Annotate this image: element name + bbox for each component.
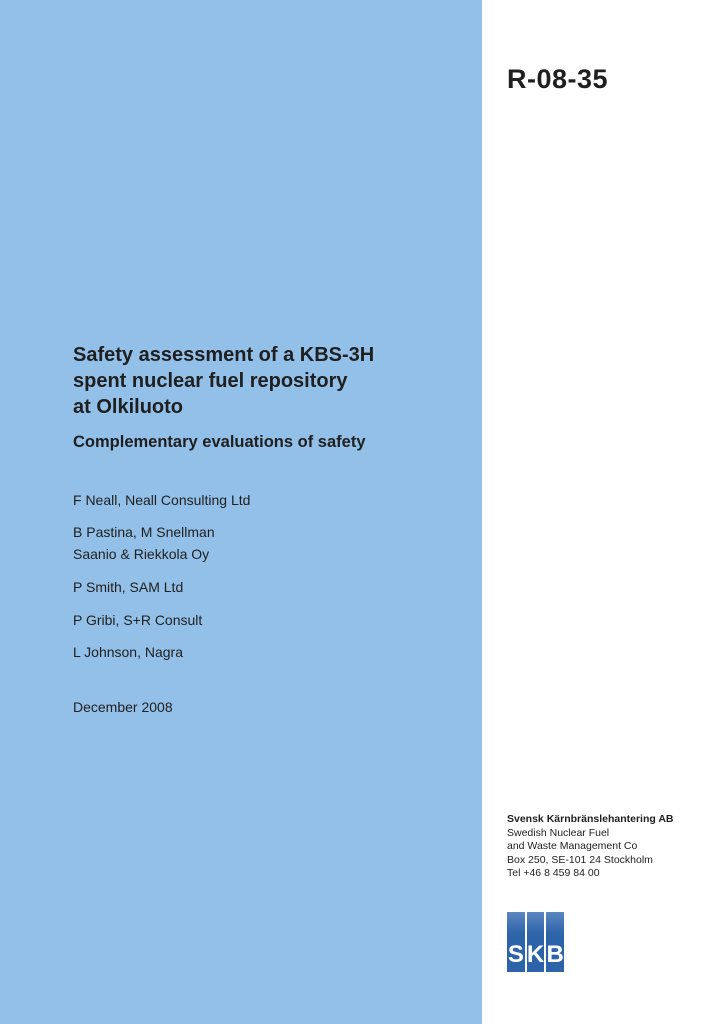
author-line: B Pastina, M Snellman — [73, 524, 215, 540]
publication-date: December 2008 — [73, 699, 173, 715]
author-line: P Gribi, S+R Consult — [73, 612, 203, 628]
logo-block — [546, 912, 564, 972]
publisher-block — [507, 813, 674, 881]
author-line: F Neall, Neall Consulting Ltd — [73, 492, 251, 508]
report-number: R-08-35 — [507, 64, 609, 94]
report-title — [73, 342, 473, 420]
publisher-name: Svensk Kärnbränslehantering AB — [507, 813, 674, 825]
logo-letter: K — [526, 941, 545, 968]
title-line: Safety assessment of a KBS-3H — [73, 344, 375, 366]
author-line: Saanio & Riekkola Oy — [73, 546, 210, 562]
author-line: L Johnson, Nagra — [73, 644, 183, 660]
author-entry — [73, 521, 215, 565]
logo-letter: B — [546, 941, 564, 968]
title-line: spent nuclear fuel repository — [73, 370, 348, 392]
author-entry — [73, 576, 183, 598]
title-line: at Olkiluoto — [73, 396, 183, 418]
report-subtitle: Complementary evaluations of safety — [73, 433, 366, 451]
skb-logo — [507, 912, 564, 972]
logo-letter: S — [507, 941, 524, 968]
logo-block — [507, 912, 525, 972]
author-line: P Smith, SAM Ltd — [73, 579, 184, 595]
logo-block — [527, 912, 545, 972]
author-entry — [73, 489, 250, 511]
publisher-phone: Tel +46 8 459 84 00 — [507, 867, 600, 879]
publisher-line: Swedish Nuclear Fuel — [507, 826, 610, 839]
author-entry — [73, 609, 202, 631]
publisher-address: Box 250, SE-101 24 Stockholm — [507, 853, 653, 866]
author-entry — [73, 641, 183, 663]
publisher-line: and Waste Management Co — [507, 840, 638, 852]
